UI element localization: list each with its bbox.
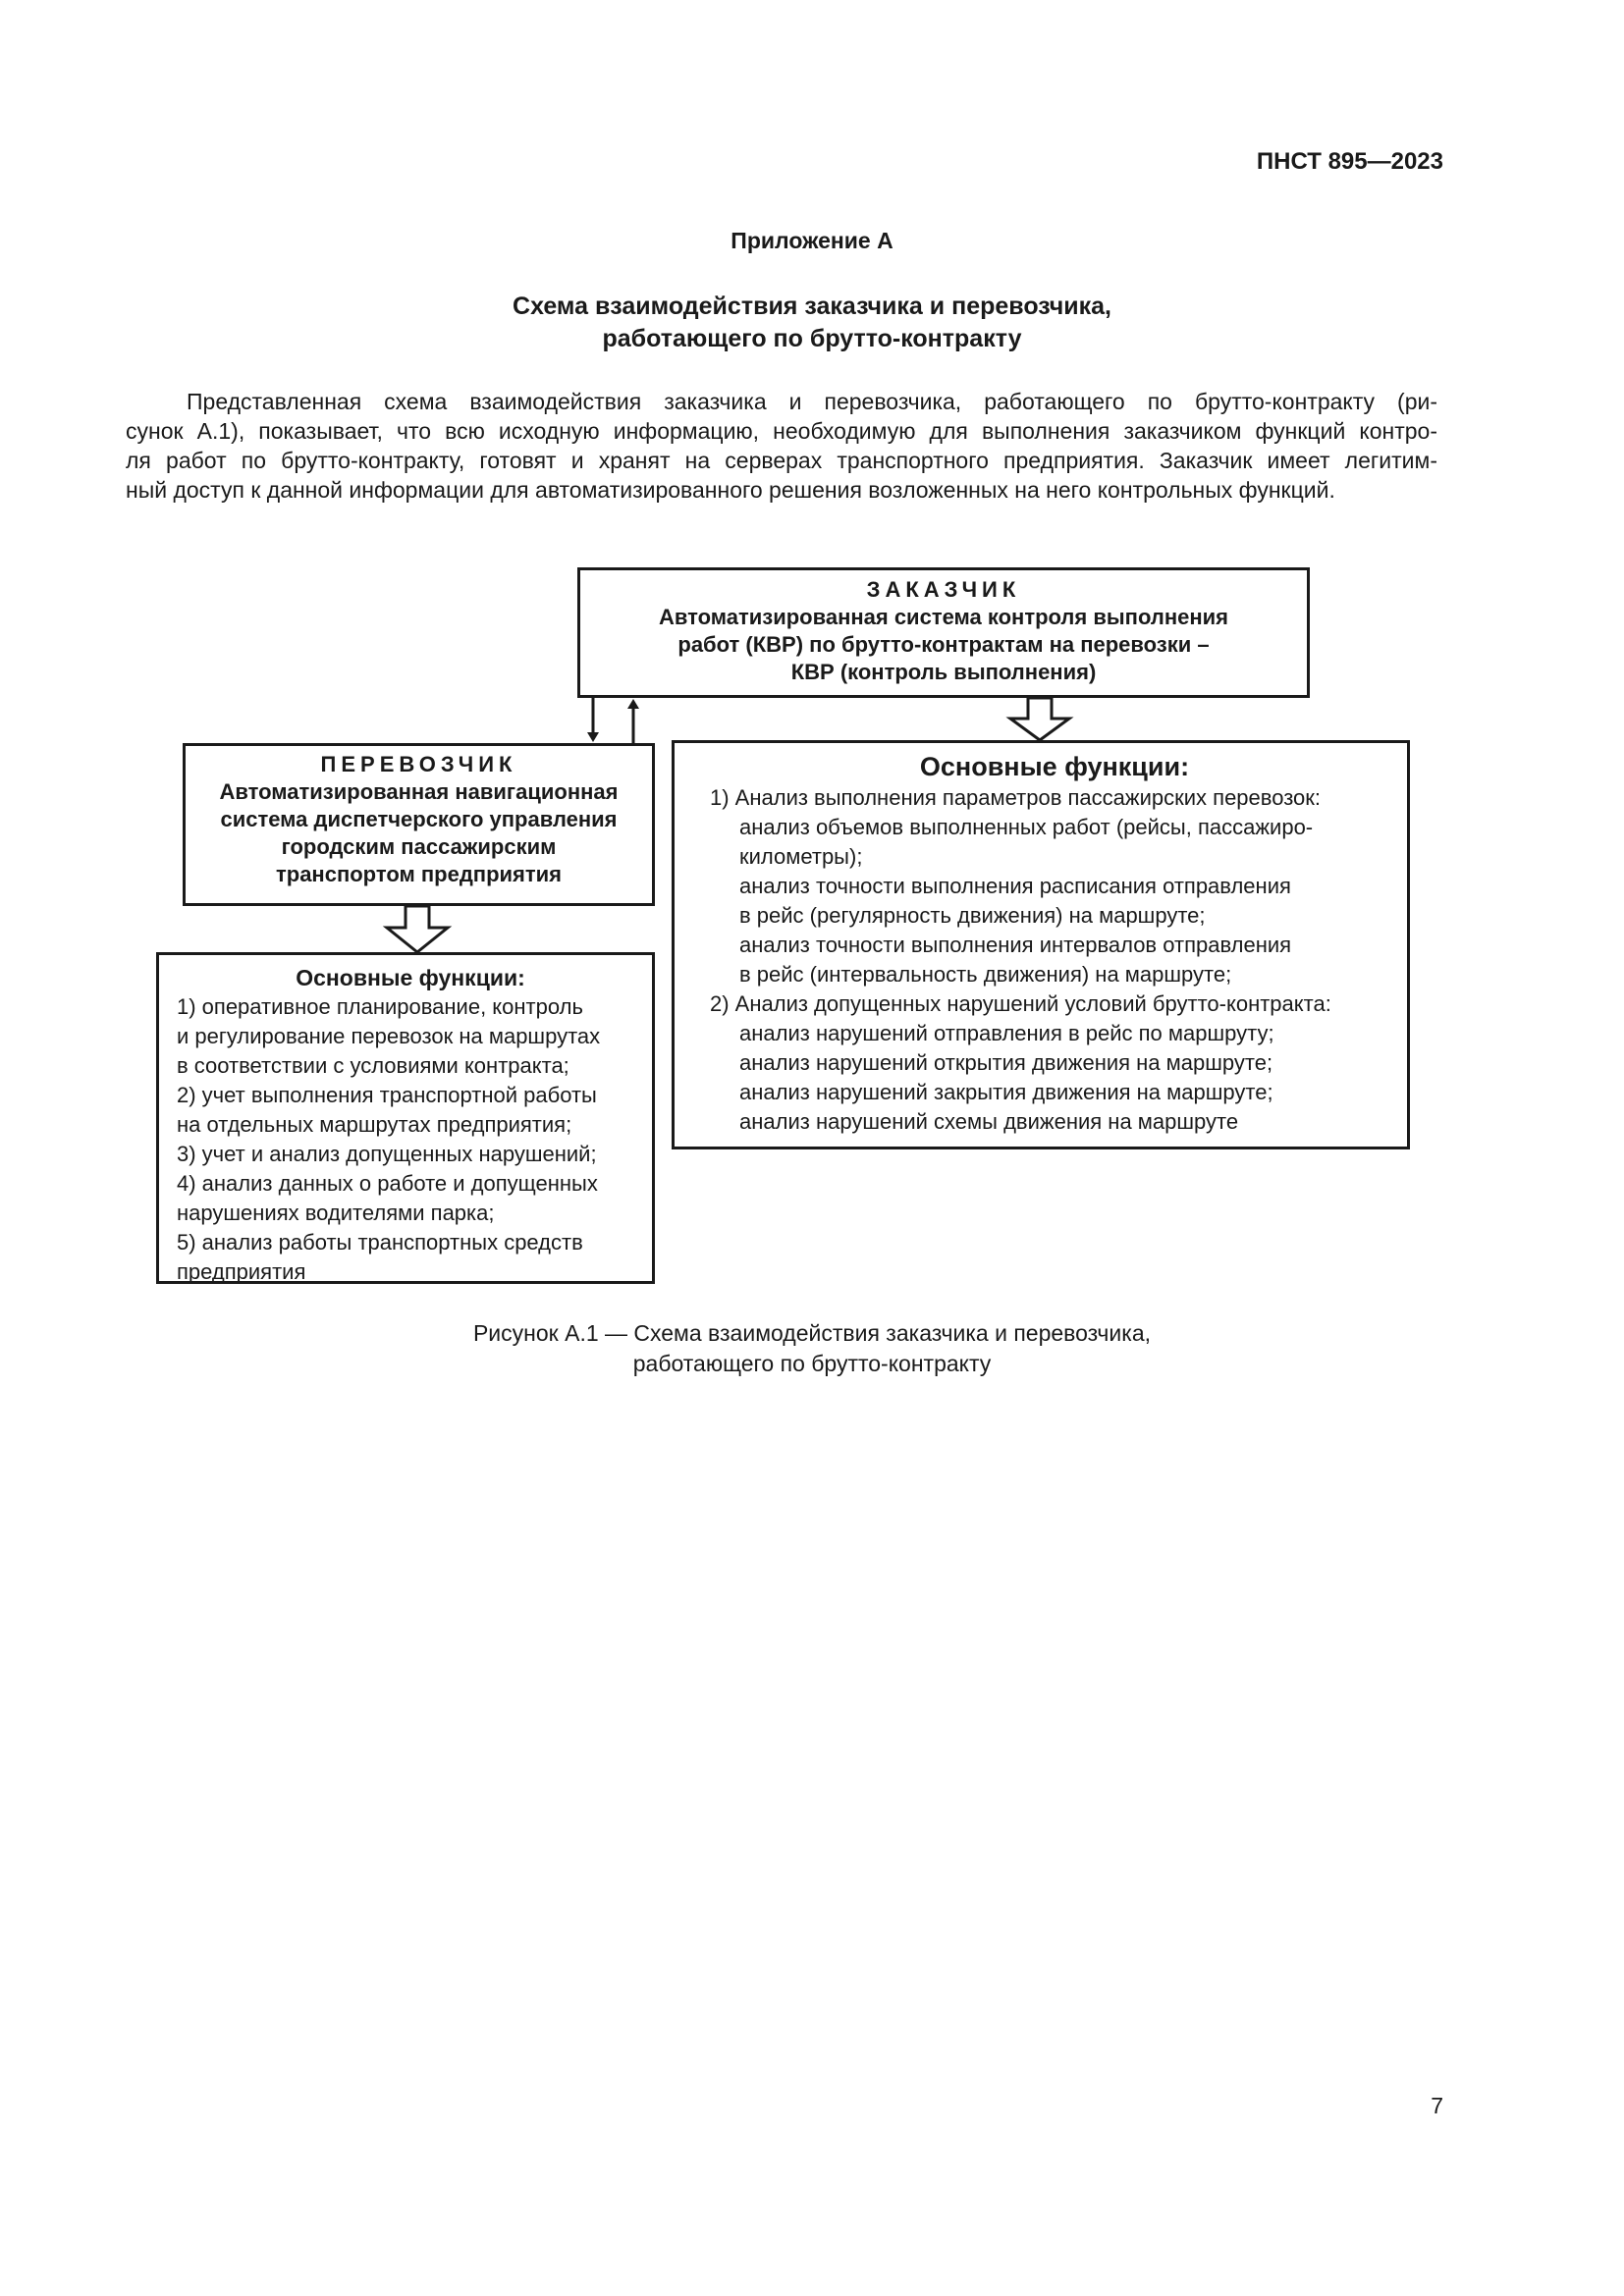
- function-line: нарушениях водителями парка;: [177, 1201, 495, 1225]
- function-line: в соответствии с условиями контракта;: [177, 1053, 569, 1078]
- carrier-line: Автоматизированная навигационная: [219, 779, 619, 804]
- function-line: анализ нарушений отправления в рейс по маршруту;: [739, 1021, 1274, 1045]
- function-line: анализ объемов выполненных работ (рейсы, пассажиро-: [739, 815, 1314, 839]
- customer-box: [577, 567, 1310, 698]
- customer-functions-heading: Основные функции:: [919, 752, 1190, 781]
- carrier-title: ПЕРЕВОЗЧИК: [320, 752, 517, 776]
- page-number: 7: [1431, 2093, 1443, 2118]
- customer-line: КВР (контроль выполнения): [790, 660, 1097, 684]
- customer-title: ЗАКАЗЧИК: [866, 577, 1021, 602]
- function-line: на отдельных маршрутах предприятия;: [177, 1112, 572, 1137]
- customer-line: Автоматизированная система контроля выполнения: [658, 605, 1228, 629]
- carrier-line: система диспетчерского управления: [220, 807, 618, 831]
- carrier-box: [183, 743, 655, 906]
- function-line: анализ нарушений закрытия движения на маршруте;: [739, 1080, 1273, 1104]
- function-line: километры);: [739, 844, 863, 869]
- function-line: и регулирование перевозок на маршрутах: [177, 1024, 601, 1048]
- carrier-line: городским пассажирским: [281, 834, 557, 859]
- function-line: в рейс (интервальность движения) на маршруте;: [739, 962, 1232, 987]
- function-line: 2) Анализ допущенных нарушений условий брутто-контракта:: [710, 991, 1331, 1016]
- function-line: 2) учет выполнения транспортной работы: [177, 1083, 597, 1107]
- caption-line: Рисунок А.1 — Схема взаимодействия заказчика и перевозчика,: [472, 1320, 1152, 1346]
- function-line: в рейс (регулярность движения) на маршруте;: [739, 903, 1206, 928]
- function-line: анализ нарушений открытия движения на маршруте;: [739, 1050, 1273, 1075]
- hollow-arrow-customer-functions: [1010, 698, 1069, 740]
- figure-caption: [0, 1318, 1624, 1379]
- intro-line: сунок А.1), показывает, что всю исходную информацию, необходимую для выполнения заказчиком функций контро-: [126, 418, 1437, 444]
- intro-line: ный доступ к данной информации для автоматизированного решения возложенных на него контрольных функций.: [126, 477, 1335, 503]
- customer-functions-box: [672, 740, 1410, 1149]
- section-title-line: Схема взаимодействия заказчика и перевозчика,: [513, 293, 1111, 320]
- appendix-title: Приложение А: [731, 228, 893, 253]
- carrier-functions-box: [156, 952, 655, 1284]
- document-code: ПНСТ 895—2023: [1256, 148, 1443, 175]
- function-line: предприятия: [177, 1259, 306, 1284]
- function-line: 1) оперативное планирование, контроль: [177, 994, 583, 1019]
- section-title-line: работающего по брутто-контракту: [602, 325, 1022, 352]
- customer-line: работ (КВР) по брутто-контрактам на перевозки –: [677, 632, 1210, 657]
- function-line: анализ точности выполнения расписания отправления: [739, 874, 1291, 898]
- caption-line: работающего по брутто-контракту: [632, 1351, 992, 1376]
- function-line: 3) учет и анализ допущенных нарушений;: [177, 1142, 597, 1166]
- function-line: 5) анализ работы транспортных средств: [177, 1230, 583, 1255]
- carrier-functions-heading: Основные функции:: [296, 965, 525, 990]
- function-line: 4) анализ данных о работе и допущенных: [177, 1171, 598, 1196]
- intro-line: ля работ по брутто-контракту, готовят и хранят на серверах транспортного предприятия. Заказчик имеет легитим-: [126, 448, 1437, 473]
- function-line: 1) Анализ выполнения параметров пассажирских перевозок:: [710, 785, 1322, 810]
- intro-line: Представленная схема взаимодействия заказчика и перевозчика, работающего по брутто-контракту (ри-: [187, 389, 1437, 414]
- hollow-arrow-carrier-functions: [387, 906, 448, 952]
- function-line: анализ нарушений схемы движения на маршруте: [739, 1109, 1239, 1134]
- function-line: анализ точности выполнения интервалов отправления: [739, 933, 1292, 957]
- carrier-line: транспортом предприятия: [275, 862, 563, 886]
